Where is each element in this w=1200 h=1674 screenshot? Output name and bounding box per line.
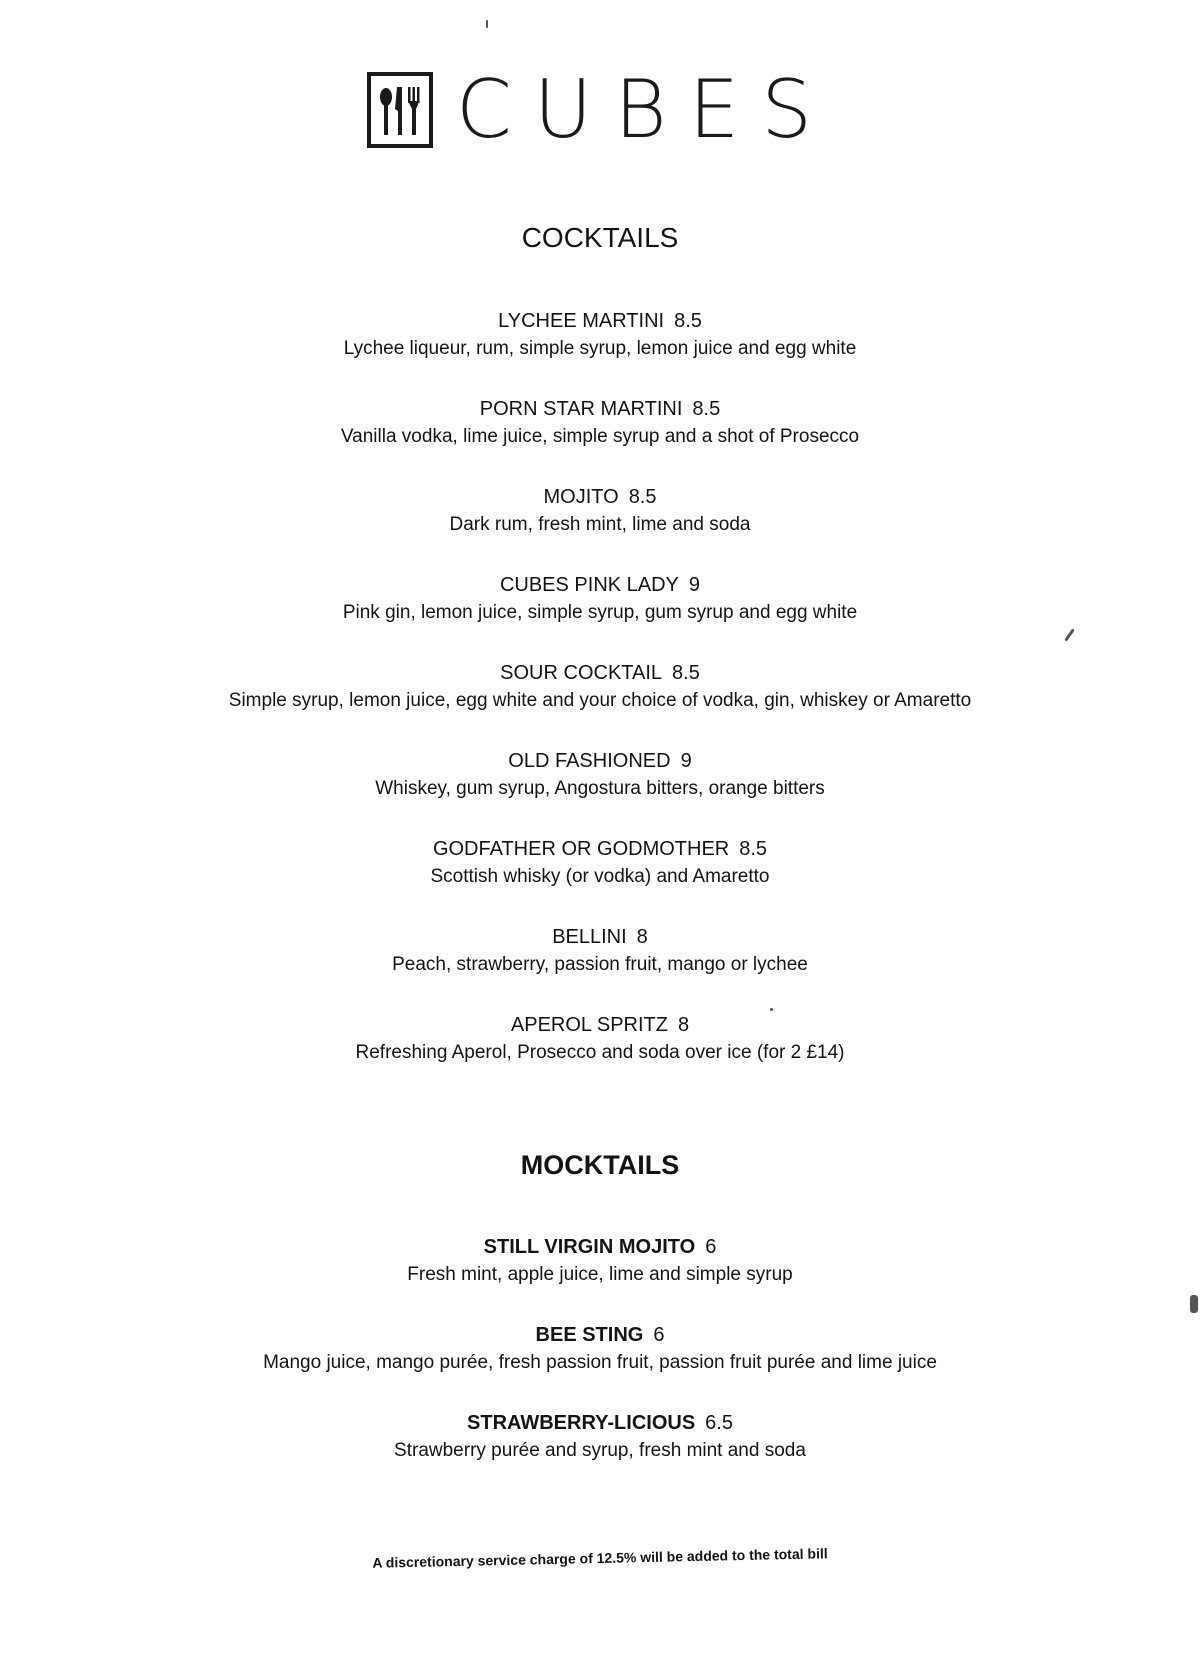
item-description: Lychee liqueur, rum, simple syrup, lemon juice and egg white [343,338,857,359]
item-description: Whiskey, gum syrup, Angostura bitters, orange bitters [375,778,825,799]
menu-item [0,836,1200,924]
scan-speck [486,20,488,28]
item-name: CUBES PINK LADY [499,574,679,596]
cocktails-heading: COCKTAILS [521,222,679,253]
item-name: LYCHEE MARTINI [498,310,665,332]
menu-item [0,484,1200,572]
menu-item [0,1410,1200,1498]
item-name: PORN STAR MARTINI [479,398,683,420]
item-name: APEROL SPRITZ [510,1014,668,1036]
item-name: BEE STING [535,1324,644,1346]
item-description: Pink gin, lemon juice, simple syrup, gum syrup and egg white [342,602,858,623]
menu-item [0,1322,1200,1410]
item-description: Peach, strawberry, passion fruit, mango or lychee [392,954,808,975]
item-price: 8.5 [674,310,702,332]
item-name: OLD FASHIONED [508,750,671,772]
item-description: Simple syrup, lemon juice, egg white and your choice of vodka, gin, whiskey or Amaretto [228,690,972,711]
item-description: Strawberry purée and syrup, fresh mint and soda [394,1440,806,1461]
cutlery-box-icon [366,71,434,149]
item-name: BELLINI [552,926,627,948]
item-price: 8.5 [628,486,657,508]
service-charge-note: A discretionary service charge of 12.5% will be added to the total bill [372,1545,828,1571]
brand-header [0,63,1200,156]
menu-item [0,1012,1200,1100]
item-price: 8 [677,1014,690,1036]
item-name: GODFATHER OR GODMOTHER [432,838,730,860]
item-description: Mango juice, mango purée, fresh passion fruit, passion fruit purée and lime juice [263,1352,937,1373]
scan-speck [1190,1295,1198,1313]
scan-speck [770,1008,773,1011]
item-price: 8.5 [739,838,768,860]
cocktail-list [0,308,1200,1100]
menu-item [0,572,1200,660]
item-price: 8 [636,926,648,948]
item-name: SOUR COCKTAIL [500,662,663,684]
item-description: Fresh mint, apple juice, lime and simple syrup [407,1264,793,1285]
item-price: 8.5 [672,662,700,684]
item-description: Dark rum, fresh mint, lime and soda [449,514,751,535]
item-description: Vanilla vodka, lime juice, simple syrup and a shot of Prosecco [340,426,860,447]
menu-item [0,1234,1200,1322]
brand-name: CUBES [455,63,835,156]
menu-item [0,396,1200,484]
menu-item [0,308,1200,396]
mocktail-list [0,1234,1200,1498]
item-price: 6.5 [705,1412,733,1434]
item-description: Refreshing Aperol, Prosecco and soda over ice (for 2 £14) [355,1042,845,1063]
item-price: 8.5 [692,398,721,420]
mocktails-heading: MOCKTAILS [520,1150,680,1180]
menu-item [0,924,1200,1012]
item-name: STRAWBERRY-LICIOUS [467,1412,696,1434]
item-name: MOJITO [543,486,619,508]
item-name: STILL VIRGIN MOJITO [483,1236,696,1258]
menu-item [0,660,1200,748]
item-price: 9 [688,574,701,596]
menu-item [0,748,1200,836]
item-description: Scottish whisky (or vodka) and Amaretto [430,866,770,887]
item-price: 9 [680,750,692,772]
item-price: 6 [653,1324,665,1346]
item-price: 6 [705,1236,717,1258]
